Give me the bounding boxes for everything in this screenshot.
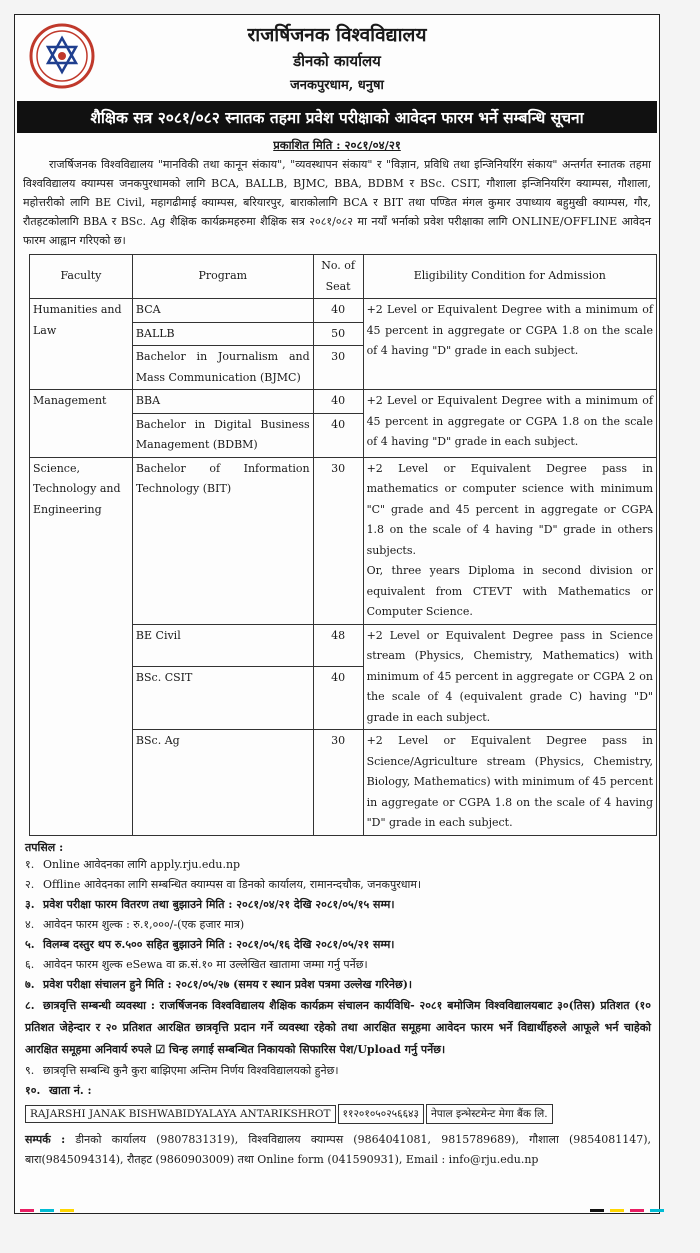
faculty-cell: Humanities and Law bbox=[30, 299, 133, 390]
table-row bbox=[30, 457, 657, 624]
note-number: ५. bbox=[25, 937, 35, 951]
note-text: Online आवेदनका लागि apply.rju.edu.np bbox=[43, 857, 241, 871]
note-text: आवेदन फारम शुल्क eSewa वा क्र.सं.१० मा उल्लेखित खातामा जम्मा गर्नु पर्नेछ। bbox=[43, 957, 368, 971]
table-row bbox=[30, 390, 657, 414]
program-cell: Bachelor of Information Technology (BIT) bbox=[132, 457, 313, 624]
print-color-bar bbox=[0, 1208, 700, 1214]
eligibility-cell: +2 Level or Equivalent Degree with a minimum of 45 percent in aggregate or CGPA 1.8 on the scale of 4 having "D" grade in each subject. bbox=[363, 299, 656, 390]
eligibility-text: +2 Level or Equivalent Degree pass in mathematics or computer science with minimum "C" grade and 45 percent in aggregate or CGPA 1.8 on the scale of 4 having "D" grade in others subjects. bbox=[366, 461, 653, 557]
note-text: छात्रवृत्ति सम्बन्धि कुनै कुरा बाझिएमा अन्तिम निर्णय विश्वविद्यालयको हुनेछ। bbox=[43, 1063, 339, 1077]
seat-cell: 40 bbox=[313, 667, 363, 730]
note-text: प्रवेश परीक्षा फारम वितरण तथा बुझाउने मिति : २०८१/०४/२१ देखि २०८१/०५/१५ सम्म। bbox=[43, 897, 395, 911]
table-header-row bbox=[30, 255, 657, 299]
program-cell: BALLB bbox=[132, 322, 313, 346]
notes-section bbox=[15, 836, 659, 1124]
notes-title: तपसिल : bbox=[25, 840, 64, 854]
header-faculty: Faculty bbox=[30, 255, 133, 299]
list-item bbox=[25, 1081, 651, 1101]
eligibility-cell bbox=[363, 457, 656, 624]
bank-name: नेपाल इन्भेस्टमेन्ट मेगा बैंक लि. bbox=[426, 1104, 553, 1124]
seat-cell: 30 bbox=[313, 346, 363, 390]
list-item bbox=[25, 895, 651, 915]
programs-table bbox=[29, 254, 657, 836]
note-text: Offline आवेदनका लागि सम्बन्धित क्याम्पस वा डिनको कार्यालय, रामानन्दचौक, जनकपुरधाम। bbox=[43, 877, 422, 891]
faculty-cell: Management bbox=[30, 390, 133, 458]
seat-cell: 50 bbox=[313, 322, 363, 346]
program-cell: Bachelor in Digital Business Management (BDBM) bbox=[132, 413, 313, 457]
eligibility-cell: +2 Level or Equivalent Degree pass in Science stream (Physics, Chemistry, Mathematics) with minimum of 45 percent in aggregate or CGPA 2 on the scale of 4 (equivalent grade C) having "D" grade in each subject. bbox=[363, 624, 656, 730]
seat-cell: 30 bbox=[313, 457, 363, 624]
header-program: Program bbox=[132, 255, 313, 299]
header-seat: No. of Seat bbox=[313, 255, 363, 299]
seat-cell: 30 bbox=[313, 730, 363, 836]
office-name: डीनको कार्यालय bbox=[293, 52, 381, 70]
note-number: ७. bbox=[25, 977, 35, 991]
note-number: १०. bbox=[25, 1083, 41, 1097]
note-text: खाता नं. : bbox=[49, 1083, 92, 1097]
seat-cell: 40 bbox=[313, 299, 363, 323]
account-name: RAJARSHI JANAK BISHWABIDYALAYA ANTARIKSHROT bbox=[25, 1105, 336, 1123]
faculty-cell: Science, Technology and Engineering bbox=[30, 457, 133, 835]
university-name: राजर्षिजनक विश्वविद्यालय bbox=[247, 24, 427, 46]
eligibility-alt-text: Or, three years Diploma in second division or equivalent from CTEVT with Mathematics or Computer Science. bbox=[366, 564, 653, 618]
list-item bbox=[25, 935, 651, 955]
list-item bbox=[25, 955, 651, 975]
note-number: ३. bbox=[25, 897, 35, 911]
eligibility-cell: +2 Level or Equivalent Degree with a minimum of 45 percent in aggregate or CGPA 1.8 on the scale of 4 having "D" grade in each subject. bbox=[363, 390, 656, 458]
program-cell: BSc. CSIT bbox=[132, 667, 313, 730]
header bbox=[15, 15, 659, 101]
office-location: जनकपुरधाम, धनुषा bbox=[290, 78, 384, 93]
note-number: २. bbox=[25, 877, 35, 891]
list-item bbox=[25, 975, 651, 995]
contact-label: सम्पर्क : bbox=[25, 1132, 66, 1146]
university-emblem-icon bbox=[29, 23, 95, 89]
seat-cell: 40 bbox=[313, 390, 363, 414]
note-text: आवेदन फारम शुल्क : रु.१,०००/-(एक हजार मात्र) bbox=[43, 917, 245, 931]
contact-text: डीनको कार्यालय (9807831319), विश्वविद्यालय क्याम्पस (9864041081, 9815789689), गौशाला (9854081147), बारा(9845094314), रौतहट (9860903009) तथा Online form (041590931), Email : info@rju.edu.np bbox=[25, 1132, 652, 1166]
account-number: ११२०१०५०२५६६४३ bbox=[338, 1104, 424, 1124]
intro-paragraph: राजर्षिजनक विश्वविद्यालय "मानविकी तथा कानून संकाय", "व्यवस्थापन संकाय" र "विज्ञान, प्रविधि तथा इन्जिनियरिंग संकाय" अन्तर्गत स्नातक तहमा विश्वविद्यालय क्याम्पस जनकपुरधामको लागि BCA, BALLB, BJMC, BBA, BDBM र BSc. CSIT, गौशाला इन्जिनियरिंग क्याम्पस, गौशाला, महोत्तरीको लागि BE Civil, महागढीमाई क्याम्पस, बरियारपुर, बाराकोलागि BCA र BIT तथा पण्डित मंगल कुमार उपाध्याय बहुमुखी क्याम्पस, गौर, रौतहटकोलागि BBA र BSc. Ag शैक्षिक कार्यक्रमहरुमा शैक्षिक सत्र २०८१/०८२ मा नयाँ भर्नाको प्रवेश परीक्षाका लागि ONLINE/OFFLINE आवेदन फारम आह्वान गरिएको छ। bbox=[23, 158, 651, 247]
contact-info bbox=[15, 1124, 659, 1170]
published-date bbox=[15, 138, 659, 153]
program-cell: BBA bbox=[132, 390, 313, 414]
list-item bbox=[25, 875, 651, 895]
program-cell: BE Civil bbox=[132, 624, 313, 667]
note-text: विलम्ब दस्तुर थप रु.५०० सहित बुझाउने मिति : २०८१/०५/१६ देखि २०८१/०५/२१ सम्म। bbox=[43, 937, 395, 951]
list-item bbox=[25, 915, 651, 935]
list-item bbox=[25, 855, 651, 875]
eligibility-cell: +2 Level or Equivalent Degree pass in Science/Agriculture stream (Physics, Chemistry, Biology, Mathematics) with minimum of 45 percent in aggregate or CGPA 1.8 on the scale of 4 having "D" grade in each subject. bbox=[363, 730, 656, 836]
header-eligibility: Eligibility Condition for Admission bbox=[363, 255, 656, 299]
published-date-text: प्रकाशित मिति : २०८१/०४/२१ bbox=[273, 138, 401, 152]
note-number: ९. bbox=[25, 1063, 35, 1077]
account-row bbox=[25, 1104, 651, 1124]
seat-cell: 48 bbox=[313, 624, 363, 667]
note-number: ६. bbox=[25, 957, 35, 971]
note-number: ८. bbox=[25, 998, 35, 1012]
list-item bbox=[25, 995, 651, 1061]
note-number: ४. bbox=[25, 917, 35, 931]
note-text: छात्रवृत्ति सम्बन्धी व्यवस्था : राजर्षिजनक विश्वविद्यालय शैक्षिक कार्यक्रम संचालन कार्यविधि- २०८१ बमोजिम विश्वविद्यालयबाट ३०(तिस) प्रतिशत (१० प्रतिशत जेहेन्दार र २० प्रतिशत आरक्षित छात्रवृत्ति प्रदान गर्ने व्यवस्था रहेको तथा आरक्षित समूहमा आवेदन फारम भर्ने विद्यार्थीहरुले आफूले भर्न चाहेको आरक्षित समूहमा अनिवार्य रुपले ☑ चिन्ह लगाई सम्बन्धित निकायको सिफारिस पेश/Upload गर्नु पर्नेछ। bbox=[25, 998, 651, 1056]
notice-sheet bbox=[14, 14, 660, 1214]
note-number: १. bbox=[25, 857, 35, 871]
notice-title-banner: शैक्षिक सत्र २०८१/०८२ स्नातक तहमा प्रवेश परीक्षाको आवेदन फारम भर्ने सम्बन्धि सूचना bbox=[17, 101, 657, 133]
program-cell: Bachelor in Journalism and Mass Communication (BJMC) bbox=[132, 346, 313, 390]
seat-cell: 40 bbox=[313, 413, 363, 457]
program-cell: BSc. Ag bbox=[132, 730, 313, 836]
program-cell: BCA bbox=[132, 299, 313, 323]
table-row bbox=[30, 299, 657, 323]
list-item bbox=[25, 1061, 651, 1081]
note-text: प्रवेश परीक्षा संचालन हुने मिति : २०८१/०५/२७ (समय र स्थान प्रवेश पत्रमा उल्लेख गरिनेछ)। bbox=[43, 977, 413, 991]
